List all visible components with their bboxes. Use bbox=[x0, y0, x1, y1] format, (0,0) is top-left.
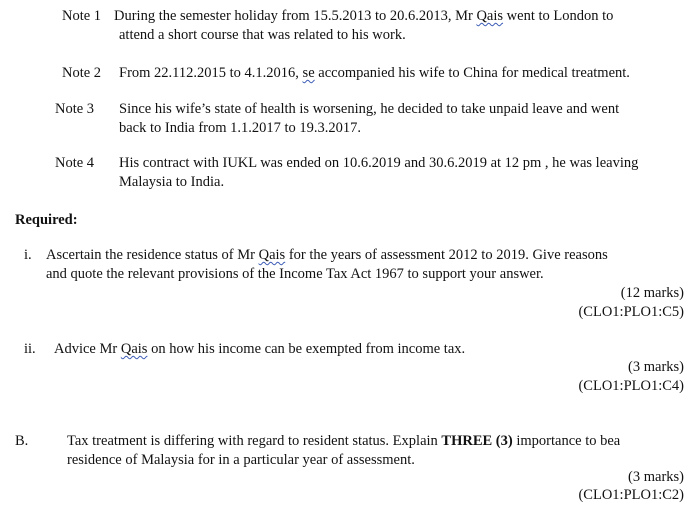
note-1-text-c: went to London to bbox=[503, 8, 614, 24]
section-b-label: B. bbox=[15, 433, 29, 449]
note-4-text-line2: Malaysia to India. bbox=[119, 174, 225, 190]
question-ii-text-c: on how his income can be exempted from income tax. bbox=[147, 341, 466, 357]
section-b-line1 bbox=[67, 432, 620, 451]
required-heading: Required: bbox=[15, 212, 78, 228]
question-ii-marks: (3 marks) bbox=[628, 359, 684, 375]
question-i-line2: and quote the relevant provisions of the Income Tax Act 1967 to support your answer. bbox=[46, 266, 544, 282]
word-se: se bbox=[302, 65, 315, 81]
section-b-line2: residence of Malaysia for in a particular year of assessment. bbox=[67, 452, 415, 468]
question-i-line1 bbox=[46, 246, 608, 265]
note-1-text-line1 bbox=[114, 7, 613, 26]
note-2-text-a: From 22.112.2015 to 4.1.2016, bbox=[119, 65, 303, 81]
question-ii-clo: (CLO1:PLO1:C4) bbox=[578, 378, 684, 394]
name-qais: Qais bbox=[476, 8, 504, 24]
note-2-text-line1 bbox=[119, 64, 630, 83]
note-1-text-a: During the semester holiday from 15.5.2013 to 20.6.2013, Mr bbox=[114, 8, 477, 24]
note-4-text-line1: His contract with IUKL was ended on 10.6.2019 and 30.6.2019 at 12 pm , he was leaving bbox=[119, 155, 639, 171]
section-b-clo: (CLO1:PLO1:C2) bbox=[578, 487, 684, 503]
question-i-text-c: for the years of assessment 2012 to 2019. Give reasons bbox=[285, 247, 608, 263]
question-i-number: i. bbox=[24, 247, 32, 263]
section-b-text-c: importance to bea bbox=[512, 433, 621, 449]
question-ii-number: ii. bbox=[24, 341, 36, 357]
note-3-label: Note 3 bbox=[55, 101, 95, 117]
note-1-label: Note 1 bbox=[62, 8, 102, 24]
question-i-clo: (CLO1:PLO1:C5) bbox=[578, 304, 684, 320]
question-i-text-a: Ascertain the residence status of Mr bbox=[46, 247, 259, 263]
note-2-text-c: accompanied his wife to China for medical treatment. bbox=[314, 65, 630, 81]
section-b-marks: (3 marks) bbox=[628, 469, 684, 485]
question-ii-text-a: Advice Mr bbox=[54, 341, 121, 357]
note-1-text-line2: attend a short course that was related to his work. bbox=[119, 27, 406, 43]
question-i-marks: (12 marks) bbox=[620, 285, 684, 301]
note-3-text-line1: Since his wife’s state of health is worsening, he decided to take unpaid leave and went bbox=[119, 101, 620, 117]
question-ii-line1 bbox=[54, 340, 465, 359]
name-qais: Qais bbox=[120, 341, 148, 357]
section-b-text-a: Tax treatment is differing with regard to resident status. Explain bbox=[67, 433, 442, 449]
name-qais: Qais bbox=[258, 247, 286, 263]
note-4-label: Note 4 bbox=[55, 155, 95, 171]
note-2-label: Note 2 bbox=[62, 65, 102, 81]
note-3-text-line2: back to India from 1.1.2017 to 19.3.2017. bbox=[119, 120, 362, 136]
section-b-emphasis: THREE (3) bbox=[441, 433, 513, 449]
